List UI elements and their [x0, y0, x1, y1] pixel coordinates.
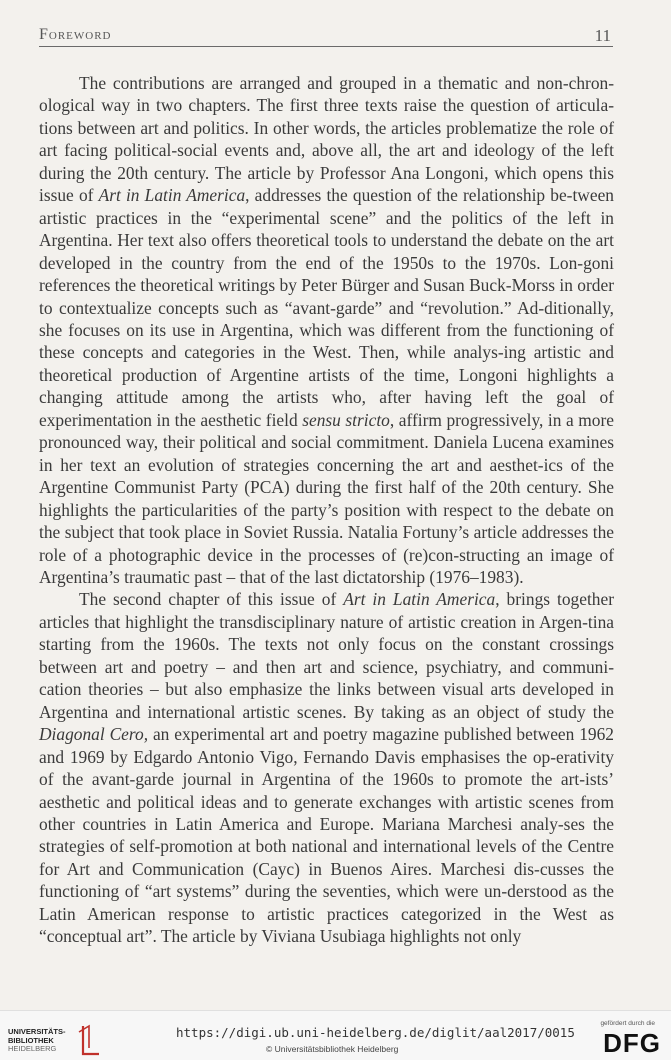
library-name-line-3: HEIDELBERG: [8, 1044, 57, 1054]
dfg-funding[interactable]: [581, 1020, 661, 1056]
text-run: an experimental art and poetry magazine published between 1962 and 1969 by Edgardo Antonio Vigo, Fernando Davis emphasises the op-erativity of the avant-garde journal in Argentina of the 1960s to promote the art-ists’ aesthetic and political ideas and to generate exchanges with artistic scenes from other countries in Latin America and Europe. Mariana Marchesi analy-ses the strategies of self-promotion at both national and international levels of the Centre for Art and Communication (Cayc) in Buenos Aires. Marchesi dis-cusses the functioning of “art systems” during the seventies, which were un-derstood as the Latin American response to artistic practices categorized in the West as “conceptual art”. The article by Viviana Usubiaga highlights not only: [39, 724, 614, 947]
library-logo[interactable]: [8, 1024, 98, 1054]
page-number: 11: [594, 26, 611, 45]
library-name: [8, 1028, 66, 1054]
text-run: , affirm progressively, in a more pronounced way, their political and social commitment. Daniela Lucena examines in her text an evolution of strategies concerning the art and aesthet-ics of the Argentine Communist Party (PCA) during the first half of the 20th century. She highlights the particularities of the party’s position with respect to the debate on the subject that took place in Soviet Russia. Natalia Fortuny’s article addresses the role of a photographic device in the processes of (re)con-structing an image of Argentina’s traumatic past – that of the last dictatorship (1976–1983).: [39, 409, 614, 587]
library-emblem-icon: [75, 1024, 101, 1056]
italic-title: Art in Latin America: [343, 589, 496, 610]
funding-caption: gefördert durch die: [600, 1020, 655, 1027]
running-title: Foreword: [39, 26, 112, 43]
paragraph-2: [39, 588, 614, 947]
permalink-url[interactable]: https://digi.ub.uni-heidelberg.de/diglit/aal2017/0015: [176, 1025, 575, 1040]
italic-title: Diagonal Cero,: [39, 724, 149, 745]
italic-title: Art in Latin America: [98, 185, 246, 206]
library-name-line-2: BIBLIOTHEK: [8, 1035, 54, 1045]
paragraph-1: [39, 72, 614, 588]
dfg-logo: DFG: [603, 1028, 661, 1058]
text-run: The second chapter of this issue of: [79, 589, 344, 610]
text-run: The contributions are arranged and grouped in a thematic and non-chron-ological way in two chapters. The first three texts raise the question of articula-tions between art and politics. In other words, the articles problematize the role of art facing political-social events and, above all, the art and ideology of the left during the 20th century. The article by Professor Ana Longoni, which opens this issue of: [39, 73, 614, 206]
text-run: , brings together articles that highlight the transdisciplinary nature of artistic creation in Argen-tina starting from the 1960s. The texts not only focus on the constant crossings between art and poetry – and then art and science, psychiatry, and communi-cation theories – but also emphasize the links between visual arts developed in Argentina and international artistic scenes. By taking as an object of study the: [39, 589, 614, 722]
viewer-footer: [0, 1010, 671, 1060]
body-text: [39, 72, 614, 948]
library-name-line-1: UNIVERSITÄTS-: [8, 1027, 66, 1036]
page-header: [39, 26, 613, 47]
copyright-notice: © Universitätsbibliothek Heidelberg: [266, 1044, 399, 1054]
italic-title: sensu stricto: [302, 409, 390, 430]
text-run: , addresses the question of the relationship be-tween artistic practices in the “experimental scene” and the politics of the left in Argentina. Her text also offers theoretical tools to understand the debate on the art developed in the country from the end of the 1950s to the 1970s. Lon-goni references the theoretical writings by Peter Bürger and Susan Buck-Morss in order to contextualize concepts such as “avant-garde” and “revolution.” Ad-ditionally, she focuses on its use in Argentina, which was different from the functioning of these concepts and categories in the West. Then, while analys-ing artistic and theoretical production of Argentine artists of the time, Longoni highlights a changing attitude among the artists who, after having left the goal of experimentation in the aesthetic field: [39, 185, 615, 430]
